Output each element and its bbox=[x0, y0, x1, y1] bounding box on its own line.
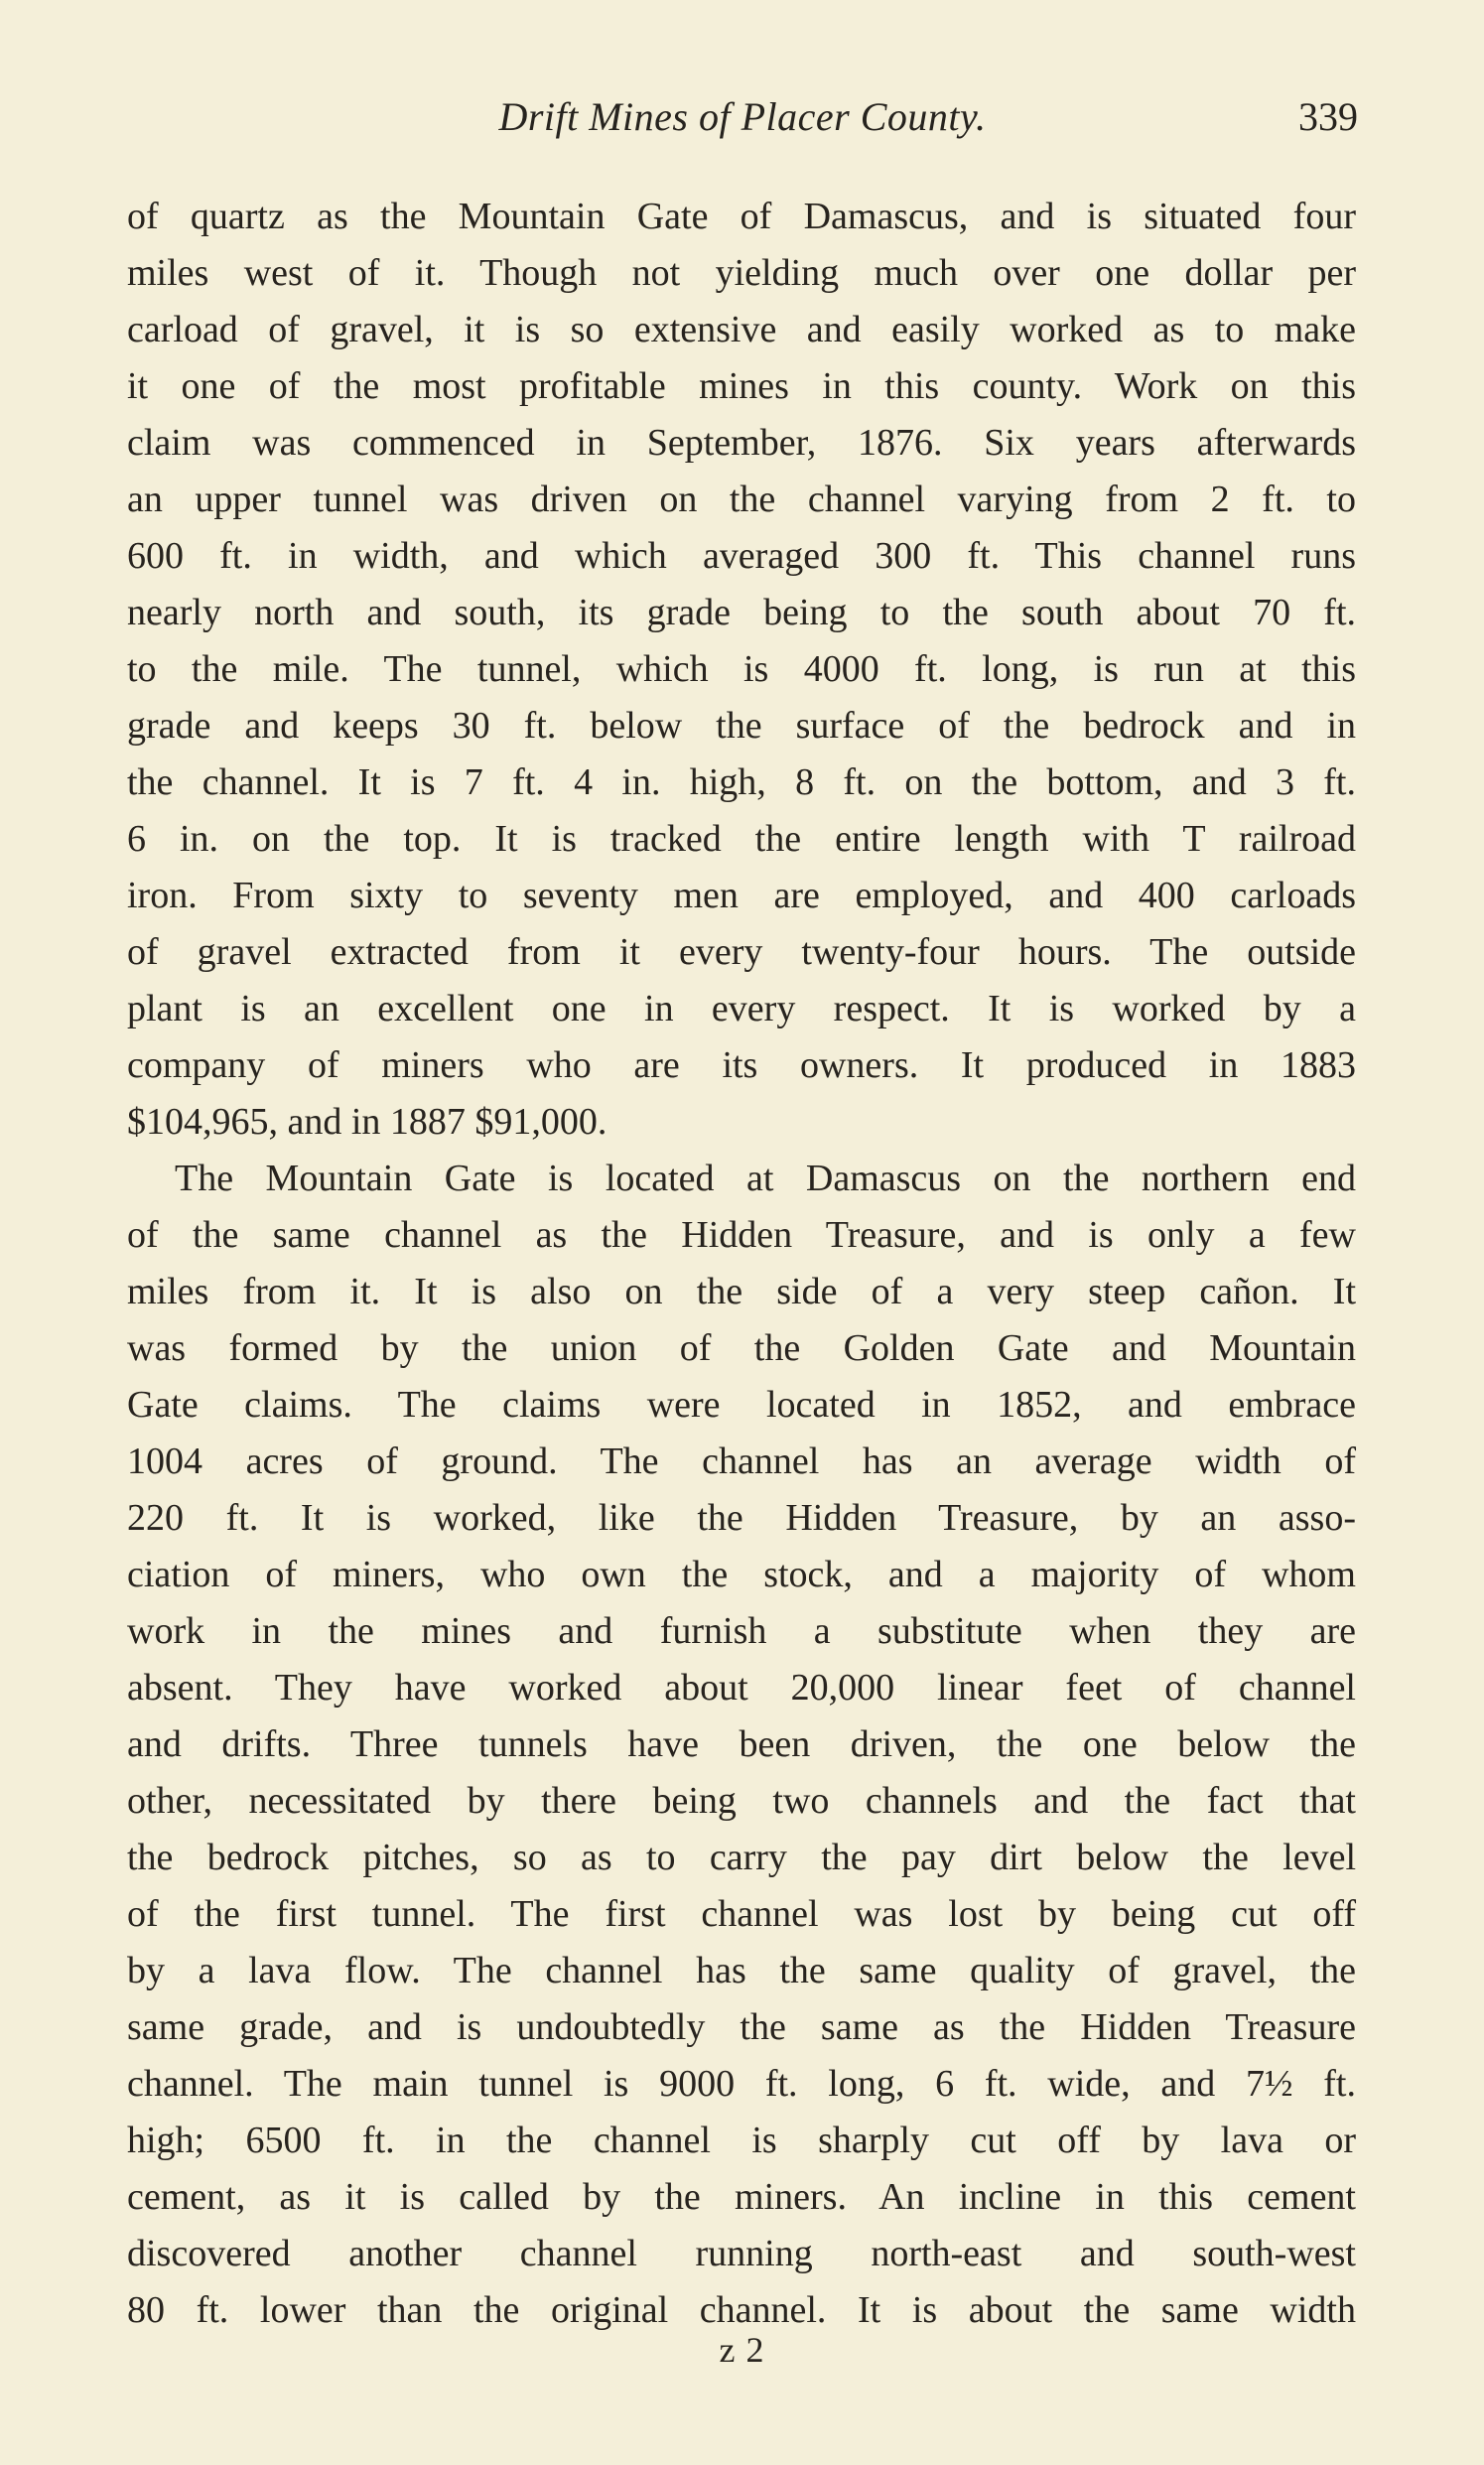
text-line: of the same channel as the Hidden Treasure, and is only a few bbox=[127, 1214, 1356, 1256]
text-line: of the first tunnel. The first channel was lost by being cut off bbox=[127, 1893, 1356, 1935]
text-line-paragraph-start: The Mountain Gate is located at Damascus on the northern end bbox=[175, 1158, 1356, 1199]
text-line: 1004 acres of ground. The channel has an average width of bbox=[127, 1440, 1356, 1482]
text-line: the bedrock pitches, so as to carry the pay dirt below the level bbox=[127, 1837, 1356, 1878]
text-line: same grade, and is undoubtedly the same as the Hidden Treasure bbox=[127, 2006, 1356, 2048]
text-line: miles west of it. Though not yielding much over one dollar per bbox=[127, 252, 1356, 294]
text-line: miles from it. It is also on the side of a very steep cañon. It bbox=[127, 1271, 1356, 1312]
text-line: ciation of miners, who own the stock, and a majority of whom bbox=[127, 1554, 1356, 1595]
text-line: other, necessitated by there being two channels and the fact that bbox=[127, 1780, 1356, 1822]
text-line: plant is an excellent one in every respect. It is worked by a bbox=[127, 988, 1356, 1029]
text-line: discovered another channel running north-east and south-west bbox=[127, 2233, 1356, 2274]
text-line: to the mile. The tunnel, which is 4000 ft. long, is run at this bbox=[127, 648, 1356, 690]
text-line: company of miners who are its owners. It produced in 1883 bbox=[127, 1044, 1356, 1086]
text-line: carload of gravel, it is so extensive and easily worked as to make bbox=[127, 309, 1356, 350]
text-line: and drifts. Three tunnels have been driven, the one below the bbox=[127, 1723, 1356, 1765]
text-line: was formed by the union of the Golden Gate and Mountain bbox=[127, 1327, 1356, 1369]
text-line: of gravel extracted from it every twenty-four hours. The outside bbox=[127, 931, 1356, 973]
text-line: iron. From sixty to seventy men are employed, and 400 carloads bbox=[127, 875, 1356, 916]
text-line: nearly north and south, its grade being to the south about 70 ft. bbox=[127, 592, 1356, 633]
text-line: claim was commenced in September, 1876. Six years afterwards bbox=[127, 422, 1356, 464]
text-line: it one of the most profitable mines in this county. Work on this bbox=[127, 365, 1356, 407]
text-line: channel. The main tunnel is 9000 ft. long, 6 ft. wide, and 7½ ft. bbox=[127, 2063, 1356, 2105]
text-line: cement, as it is called by the miners. An incline in this cement bbox=[127, 2176, 1356, 2218]
text-line: grade and keeps 30 ft. below the surface of the bedrock and in bbox=[127, 705, 1356, 747]
text-line: 600 ft. in width, and which averaged 300 ft. This channel runs bbox=[127, 535, 1356, 577]
text-line: work in the mines and furnish a substitute when they are bbox=[127, 1610, 1356, 1652]
text-line: 220 ft. It is worked, like the Hidden Treasure, by an asso- bbox=[127, 1497, 1356, 1539]
text-line-paragraph-end: $104,965, and in 1887 $91,000. bbox=[127, 1101, 607, 1143]
text-line: an upper tunnel was driven on the channel varying from 2 ft. to bbox=[127, 479, 1356, 520]
text-line: high; 6500 ft. in the channel is sharply cut off by lava or bbox=[127, 2120, 1356, 2161]
signature-mark: z 2 bbox=[719, 2330, 765, 2370]
page-number: 339 bbox=[1298, 94, 1358, 139]
text-line: 6 in. on the top. It is tracked the entire length with T railroad bbox=[127, 818, 1356, 860]
text-line: by a lava flow. The channel has the same quality of gravel, the bbox=[127, 1950, 1356, 1991]
running-title: Drift Mines of Placer County. bbox=[498, 94, 987, 139]
text-line: 80 ft. lower than the original channel. It is about the same width bbox=[127, 2289, 1356, 2331]
body-text bbox=[127, 189, 1356, 2339]
running-head bbox=[127, 87, 1358, 147]
text-line: of quartz as the Mountain Gate of Damascus, and is situated four bbox=[127, 196, 1356, 237]
text-line: absent. They have worked about 20,000 linear feet of channel bbox=[127, 1667, 1356, 1709]
text-line: Gate claims. The claims were located in 1852, and embrace bbox=[127, 1384, 1356, 1426]
text-line: the channel. It is 7 ft. 4 in. high, 8 ft. on the bottom, and 3 ft. bbox=[127, 761, 1356, 803]
